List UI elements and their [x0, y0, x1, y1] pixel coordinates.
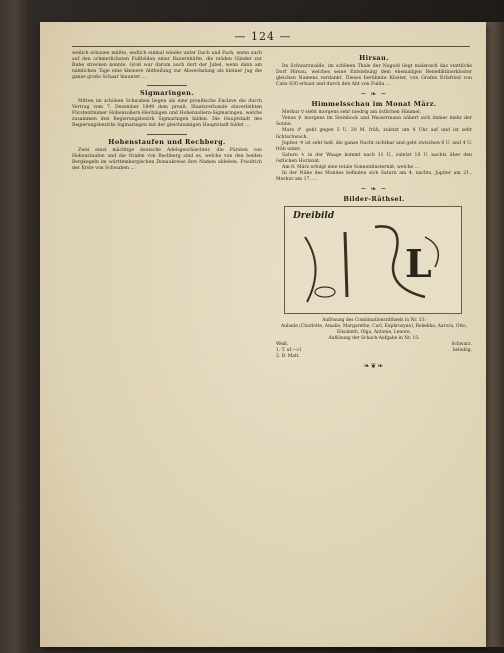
himmelsschau-venus: Venus ♀ morgens im Steinbock und Wassermann nähert sich immer mehr der Sonne. [276, 116, 472, 128]
chess-move-white: 2. D. Matt. [276, 354, 300, 360]
ornament-divider: ~ ❧ ~ [360, 90, 388, 99]
section-title-hirsau: Hirsau. [359, 54, 389, 62]
svg-text:L: L [405, 240, 432, 286]
left-column [72, 51, 262, 172]
ornament-divider: ~ ❧ ~ [360, 184, 388, 193]
left-intro-paragraph: weilich schauen müßte, endlich einmal wieder unter Dach und Fach, wenn auch auf den schmerlichsten Fußböden einer Bauernhütte, die müden Glieder zur Ruhe strecken konnte. Groß war darum auch dort der Jubel, wenn dann am nämlichen Tage eine kleinere Abtheilung zur Abwechslung als kleiner Jug die ganze große Schaar hinunter ... [72, 51, 262, 81]
solutions-block [276, 318, 472, 369]
section-title-sigmaringen: Sigmaringen. [140, 89, 194, 98]
ornament-end: ❧❦❧ [363, 362, 385, 371]
chess-col-white: Weiß. [276, 342, 289, 348]
section-title-bilder-raethsel: Bilder-Räthsel. [343, 194, 405, 203]
page-number: — 124 — [234, 30, 292, 43]
chess-move-white: 1. T. a1—c1 [276, 348, 302, 354]
section-divider [147, 85, 187, 86]
section-divider [147, 134, 187, 135]
chess-move-row [276, 354, 472, 360]
hirsau-paragraph: Im Schwarzwalde, im schönen Thale der Nagold liegt malerisch das stattliche Dorf Hirsau, welches seine Entstehung dem ehemaligen Benediktinerkloster gleichen Namens verdankt. Dieses berühmte Kloster, von Grafen Erlafried von Calw 830 erbaut und durch den Abt von Fulda ... [276, 64, 472, 88]
page [40, 22, 486, 647]
section-title-himmelsschau: Himmelsschau im Monat März. [311, 100, 437, 109]
himmelsschau-saturn: Saturn ♄ in der Waage kommt nach 11 U., zuletzt 10 U. nachts über den östlichen Horizont. [276, 152, 472, 164]
page-edge [486, 22, 504, 647]
chess-col-black: Schwarz. [451, 342, 472, 348]
himmelsschau-merkur: Merkur ☿ steht morgens sehr niedrig am östlichen Himmel. [282, 110, 422, 116]
puzzle-illustration [285, 207, 461, 313]
right-column [276, 51, 472, 372]
puzzle-word: Dreibild [293, 210, 335, 221]
sigmaringen-paragraph: Mitten im schönen Schwaben liegen als eine preußische Enclave die durch Vertrag vom 7. Dezember 1849 dem preuß. Staatsverbande einverleibten Fürstenthümer Hohenzollern-Hechingen und Hohenzollern-Sigmaringen, welche zusammen den Regierungsbezirk Sigmaringen bilden. Die Hauptstadt des Regierungsbezirks Sigmaringen mit der gleichnamigen Hauptstadt bildet ... [72, 99, 262, 129]
hohenstaufen-paragraph: Zwei einst mächtige deutsche Adelsgeschlechter, die Fürsten von Hohenstaufen und die Grafen von Rechberg sind es, welche von den beiden Bergkegeln im württembergischen Donaukreise ihre Namen ableiten. Friedrich der Erste von Schwaben ... [72, 147, 262, 171]
section-title-hohenstaufen: Hohenstaufen und Rechberg. [108, 137, 226, 146]
solution-heading-1: Auflösung des Combinationsräthsels in Nr. 13: [322, 317, 426, 323]
himmelsschau-mars: Mars ♂ geht gegen 5 U. 30 M. früh, zuletzt um 4 Uhr auf und ist sehr lichtschwach. [276, 128, 472, 140]
chess-move-black: beliebig. [452, 348, 472, 354]
himmelsschau-eclipse: Am 8. März erfolgt eine totale Sonnenfinsterniß, welche ... [282, 164, 420, 170]
himmelsschau-moon: In der Nähe des Mondes befinden sich Saturn am 4. nachts, Jupiter am 21., Merkur am 17. ... [276, 170, 472, 182]
picture-puzzle-image [284, 206, 462, 314]
himmelsschau-jupiter: Jupiter ♃ ist sehr hell, die ganze Nacht sichtbar und geht zwischen 6 U. und 4 U. früh unter. [276, 140, 472, 152]
solution-text-1: Aubade (Charlotte, Amalie, Margarethe, Carl, Euphrosyne), Rebekka, Aurora, Otto, Elisabeth, Olga, Antonie, Lenore. [280, 324, 468, 336]
solution-heading-2: Auflösung der Schach-Aufgabe in Nr. 15: [328, 336, 420, 342]
header-rule [72, 46, 470, 47]
